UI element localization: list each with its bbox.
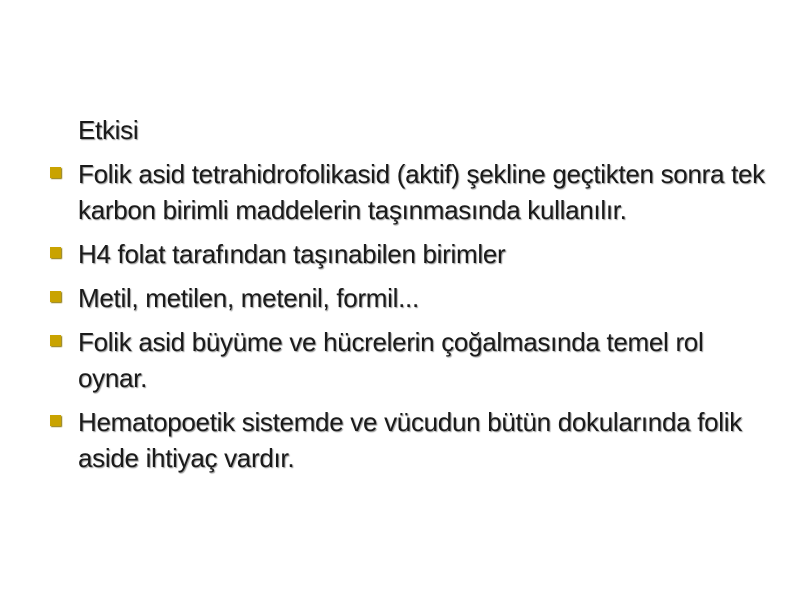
square-bullet-icon bbox=[50, 247, 61, 258]
square-bullet-icon bbox=[50, 335, 61, 346]
bullet-text: Metil, metilen, metenil, formil... bbox=[78, 283, 419, 313]
slide-heading: Etkisi bbox=[78, 115, 139, 145]
square-bullet-icon bbox=[50, 167, 61, 178]
bullet-text: Folik asid büyüme ve hücrelerin çoğalmasında temel rol oynar. bbox=[78, 327, 704, 393]
bullet-item bbox=[48, 280, 768, 316]
bullet-item bbox=[48, 324, 768, 396]
bullet-item bbox=[48, 404, 768, 476]
slide-content bbox=[48, 112, 768, 484]
bullet-item bbox=[48, 236, 768, 272]
bullet-text: Hematopoetik sistemde ve vücudun bütün dokularında folik aside ihtiyaç vardır. bbox=[78, 407, 742, 473]
square-bullet-icon bbox=[50, 291, 61, 302]
bullet-list bbox=[48, 156, 768, 476]
bullet-item bbox=[48, 156, 768, 228]
bullet-text: Folik asid tetrahidrofolikasid (aktif) şekline geçtikten sonra tek karbon birimli maddelerin taşınmasında kullanılır. bbox=[78, 159, 765, 225]
bullet-text: H4 folat tarafından taşınabilen birimler bbox=[78, 239, 506, 269]
square-bullet-icon bbox=[50, 415, 61, 426]
